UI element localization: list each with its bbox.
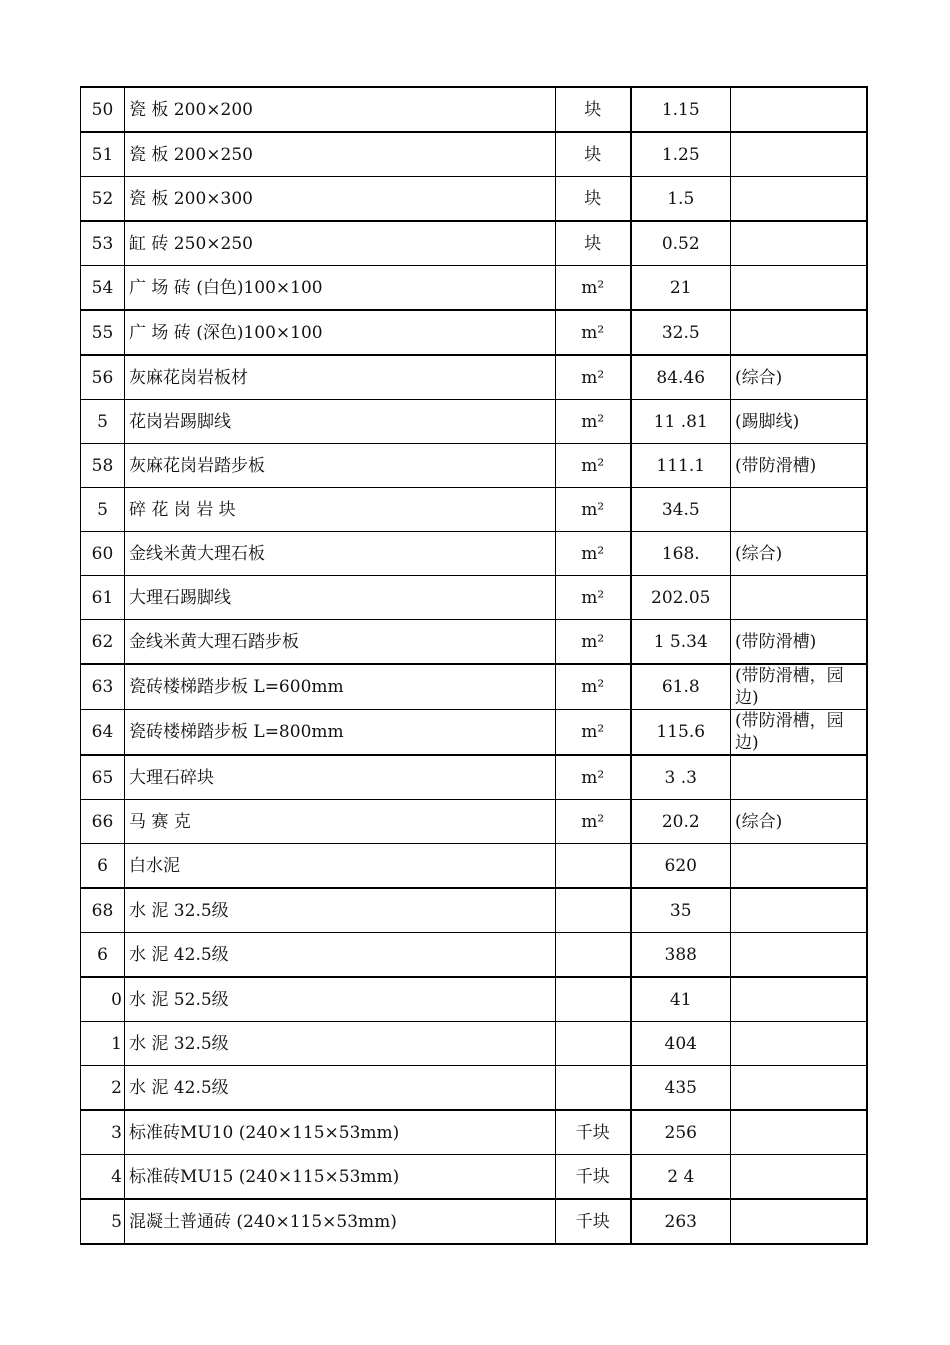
table-row [81,800,867,844]
remark [731,1022,867,1066]
table-row [81,933,867,978]
remark [731,844,867,889]
table-row [81,710,867,756]
row-number: 50 [81,87,125,132]
table-row [81,977,867,1022]
table-row [81,1155,867,1200]
table-row [81,1110,867,1155]
remark: (踢脚线) [731,400,867,444]
row-number: 53 [81,221,125,266]
table-row [81,844,867,889]
table-row [81,576,867,620]
unit: m² [556,310,631,355]
unit: 千块 [556,1110,631,1155]
unit: 块 [556,87,631,132]
material-name: 标准砖MU15 (240×115×53mm) [125,1155,556,1200]
material-name: 水 泥 42.5级 [125,1066,556,1111]
row-number: 6 [81,933,125,978]
remark [731,87,867,132]
remark [731,310,867,355]
material-name: 大理石碎块 [125,755,556,800]
unit-price: 1 5.34 [631,620,731,665]
table-row [81,888,867,933]
unit [556,1022,631,1066]
remark [731,132,867,177]
unit-price: 620 [631,844,731,889]
table-row [81,400,867,444]
row-number: 65 [81,755,125,800]
unit: m² [556,664,631,710]
unit-price: 256 [631,1110,731,1155]
table-row [81,664,867,710]
material-name: 水 泥 32.5级 [125,888,556,933]
row-number: 64 [81,710,125,756]
row-number: 61 [81,576,125,620]
unit-price: 1.5 [631,177,731,222]
table-row [81,87,867,132]
unit [556,977,631,1022]
remark [731,266,867,311]
unit: m² [556,800,631,844]
unit-price: 404 [631,1022,731,1066]
row-number: 58 [81,444,125,488]
material-name: 灰麻花岗岩板材 [125,355,556,400]
row-number: 0 [81,977,125,1022]
material-name: 瓷 板 200×200 [125,87,556,132]
unit: m² [556,532,631,576]
unit: m² [556,266,631,311]
material-name: 水 泥 42.5级 [125,933,556,978]
table-row [81,1022,867,1066]
table-row [81,1199,867,1244]
unit: m² [556,755,631,800]
row-number: 68 [81,888,125,933]
material-name: 花岗岩踢脚线 [125,400,556,444]
unit-price: 20.2 [631,800,731,844]
unit-price: 84.46 [631,355,731,400]
remark: (带防滑槽) [731,620,867,665]
remark [731,1155,867,1200]
unit-price: 11 .81 [631,400,731,444]
table-row [81,755,867,800]
unit: m² [556,488,631,532]
material-name: 混凝土普通砖 (240×115×53mm) [125,1199,556,1244]
material-name: 瓷 板 200×300 [125,177,556,222]
material-name: 碎 花 岗 岩 块 [125,488,556,532]
material-name: 广 场 砖 (白色)100×100 [125,266,556,311]
unit [556,888,631,933]
material-name: 白水泥 [125,844,556,889]
unit-price: 32.5 [631,310,731,355]
unit [556,933,631,978]
table-row [81,488,867,532]
material-name: 金线米黄大理石板 [125,532,556,576]
unit-price: 1.25 [631,132,731,177]
unit: 块 [556,221,631,266]
unit-price: 35 [631,888,731,933]
unit-price: 435 [631,1066,731,1111]
table-row [81,221,867,266]
remark: (综合) [731,355,867,400]
unit-price: 388 [631,933,731,978]
remark: (带防滑槽，园边) [731,710,867,756]
row-number: 60 [81,532,125,576]
table-row [81,532,867,576]
table-row [81,355,867,400]
unit: 块 [556,132,631,177]
row-number: 5 [81,1199,125,1244]
unit-price: 263 [631,1199,731,1244]
unit: m² [556,444,631,488]
price-table [80,86,868,1245]
unit-price: 168. [631,532,731,576]
remark [731,933,867,978]
material-name: 缸 砖 250×250 [125,221,556,266]
row-number: 5 [81,400,125,444]
remark [731,1066,867,1111]
unit: m² [556,620,631,665]
unit-price: 41 [631,977,731,1022]
row-number: 62 [81,620,125,665]
unit-price: 202.05 [631,576,731,620]
remark: (综合) [731,800,867,844]
remark [731,888,867,933]
material-name: 水 泥 32.5级 [125,1022,556,1066]
material-name: 大理石踢脚线 [125,576,556,620]
material-name: 瓷 板 200×250 [125,132,556,177]
unit: 块 [556,177,631,222]
unit: 千块 [556,1199,631,1244]
unit: m² [556,710,631,756]
unit: m² [556,576,631,620]
unit: m² [556,400,631,444]
remark [731,488,867,532]
table-row [81,620,867,665]
row-number: 52 [81,177,125,222]
row-number: 55 [81,310,125,355]
table-row [81,310,867,355]
unit-price: 115.6 [631,710,731,756]
remark [731,1110,867,1155]
unit-price: 2 4 [631,1155,731,1200]
table-row [81,444,867,488]
row-number: 2 [81,1066,125,1111]
row-number: 63 [81,664,125,710]
remark [731,1199,867,1244]
remark: (带防滑槽，园边) [731,664,867,710]
material-name: 金线米黄大理石踏步板 [125,620,556,665]
unit-price: 61.8 [631,664,731,710]
row-number: 51 [81,132,125,177]
unit-price: 34.5 [631,488,731,532]
row-number: 6 [81,844,125,889]
unit-price: 111.1 [631,444,731,488]
row-number: 5 [81,488,125,532]
remark: (带防滑槽) [731,444,867,488]
unit-price: 21 [631,266,731,311]
table-row [81,132,867,177]
unit: m² [556,355,631,400]
material-name: 水 泥 52.5级 [125,977,556,1022]
row-number: 54 [81,266,125,311]
row-number: 1 [81,1022,125,1066]
remark [731,755,867,800]
row-number: 66 [81,800,125,844]
material-name: 广 场 砖 (深色)100×100 [125,310,556,355]
table-row [81,177,867,222]
unit-price: 1.15 [631,87,731,132]
remark [731,576,867,620]
material-name: 瓷砖楼梯踏步板 L=800mm [125,710,556,756]
unit [556,1066,631,1111]
remark: (综合) [731,532,867,576]
table-row [81,266,867,311]
row-number: 56 [81,355,125,400]
material-name: 灰麻花岗岩踏步板 [125,444,556,488]
material-name: 标准砖MU10 (240×115×53mm) [125,1110,556,1155]
remark [731,977,867,1022]
material-name: 瓷砖楼梯踏步板 L=600mm [125,664,556,710]
unit-price: 0.52 [631,221,731,266]
unit [556,844,631,889]
row-number: 4 [81,1155,125,1200]
remark [731,221,867,266]
remark [731,177,867,222]
unit-price: 3 .3 [631,755,731,800]
row-number: 3 [81,1110,125,1155]
table-row [81,1066,867,1111]
unit: 千块 [556,1155,631,1200]
material-name: 马 赛 克 [125,800,556,844]
